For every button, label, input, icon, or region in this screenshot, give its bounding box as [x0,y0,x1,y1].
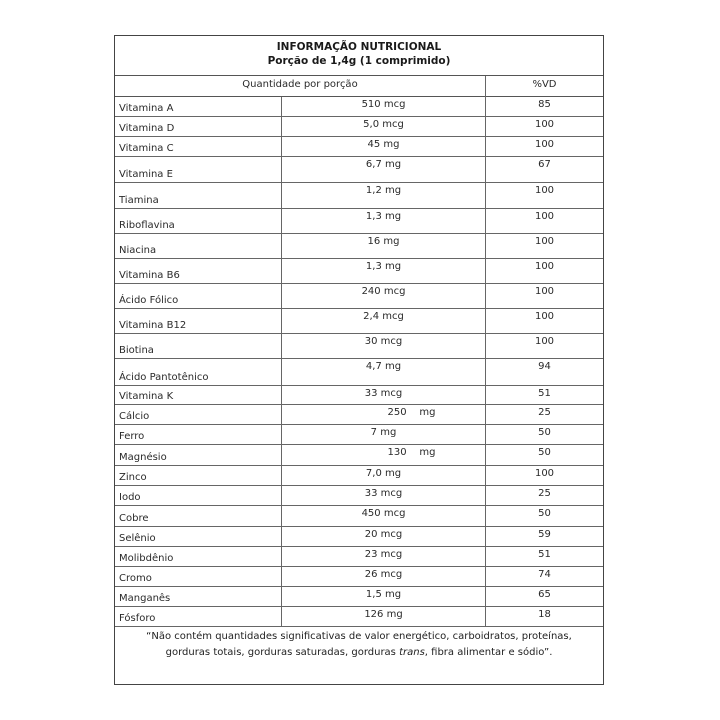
table-row [115,425,603,445]
nutrient-name: Vitamina D [119,123,175,134]
nutrient-name: Vitamina K [119,391,174,402]
nutrient-vd: 94 [538,361,551,372]
table-row [115,97,603,117]
nutrient-amount: 1,5 mg [365,589,402,600]
nutrient-amount: 450 mcg [361,508,406,519]
nutrient-amount: 4,7 mg [365,361,402,372]
nutrient-name: Vitamina B12 [119,320,187,331]
footnote-line-1: “Não contém quantidades significativas de valor energético, carboidratos, proteínas, [146,631,572,642]
table-row [115,587,603,607]
nutrient-vd: 100 [534,236,555,247]
nutrition-facts-table [114,35,604,685]
table-row [115,309,603,334]
nutrient-amount: 16 mg [367,236,400,247]
footnote-text-end: , fibra alimentar e sódio”. [424,647,553,658]
table-row [115,506,603,527]
nutrient-amount: 2,4 mcg [363,311,404,322]
nutrient-amount: 26 mcg [364,569,403,580]
nutrient-vd: 100 [534,286,555,297]
nutrient-vd: 85 [538,99,551,110]
table-row [115,234,603,259]
serving-size: Porção de 1,4g (1 comprimido) [267,55,451,67]
nutrient-vd: 25 [538,407,551,418]
nutrient-amount: 33 mcg [364,488,403,499]
nutrient-name: Zinco [119,472,147,483]
nutrient-name: Vitamina C [119,143,174,154]
nutrient-name: Cobre [119,513,149,524]
nutrient-amount: 1,3 mg [365,261,402,272]
nutrient-name: Fósforo [119,613,156,624]
nutrient-vd: 67 [538,159,551,170]
nutrient-name: Cálcio [119,411,150,422]
nutrient-amount: 126 mg [364,609,403,620]
table-row [115,334,603,359]
nutrient-amount: 23 mcg [364,549,403,560]
nutrient-amount: 20 mcg [364,529,403,540]
nutrient-vd: 51 [538,549,551,560]
table-row [115,359,603,386]
table-row [115,157,603,183]
nutrient-amount: 45 mg [367,139,400,150]
footnote-italic: trans [399,647,425,658]
table-row [115,527,603,547]
table-row [115,183,603,209]
nutrient-name: Manganês [119,593,171,604]
nutrient-name: Ferro [119,431,145,442]
nutrient-vd: 100 [534,185,555,196]
nutrient-amount: 7,0 mg [365,468,402,479]
nutrient-amount: 6,7 mg [365,159,402,170]
table-row [115,607,603,627]
nutrient-amount: 7 mg [370,427,397,438]
nutrient-amount: 5,0 mcg [363,119,404,130]
footnote-text: gorduras totais, gorduras saturadas, gorduras [165,647,400,658]
nutrient-name: Molibdênio [119,553,174,564]
nutrient-name: Magnésio [119,452,167,463]
nutrient-name: Biotina [119,345,154,356]
nutrient-name: Cromo [119,573,152,584]
footnote [115,627,603,661]
nutrient-name: Riboflavina [119,220,175,231]
table-row [115,259,603,284]
table-row [115,137,603,157]
table-row [115,547,603,567]
nutrient-name: Iodo [119,492,141,503]
table-title: INFORMAÇÃO NUTRICIONAL [276,41,442,53]
nutrient-vd: 100 [534,261,555,272]
nutrient-vd: 100 [534,139,555,150]
nutrient-name: Ácido Fólico [119,295,179,306]
column-header-vd: %VD [532,79,557,90]
table-row [115,466,603,486]
nutrient-name: Selênio [119,533,156,544]
nutrient-vd: 100 [534,468,555,479]
nutrient-vd: 74 [538,569,551,580]
nutrient-vd: 25 [538,488,551,499]
nutrient-name: Vitamina A [119,103,174,114]
nutrient-amount: 250 mg [387,407,436,418]
table-header [115,36,603,76]
column-header-row [115,76,603,97]
nutrient-vd: 100 [534,311,555,322]
nutrient-vd: 50 [538,427,551,438]
nutrient-name: Vitamina E [119,169,173,180]
nutrient-vd: 51 [538,388,551,399]
table-row [115,209,603,234]
nutrient-vd: 50 [538,447,551,458]
column-divider [281,97,282,627]
nutrient-amount: 510 mcg [361,99,406,110]
column-header-quantity: Quantidade por porção [242,79,358,90]
table-row [115,567,603,587]
nutrient-vd: 18 [538,609,551,620]
nutrient-name: Niacina [119,245,157,256]
table-row [115,405,603,425]
nutrient-name: Ácido Pantotênico [119,372,209,383]
nutrient-vd: 100 [534,336,555,347]
table-row [115,284,603,309]
table-row [115,386,603,405]
nutrient-amount: 30 mcg [364,336,403,347]
nutrient-amount: 33 mcg [364,388,403,399]
nutrient-amount: 1,3 mg [365,211,402,222]
footnote-line-2 [115,645,603,661]
column-divider [485,76,486,627]
nutrient-vd: 59 [538,529,551,540]
table-row [115,445,603,466]
table-row [115,117,603,137]
nutrient-name: Vitamina B6 [119,270,180,281]
nutrient-amount: 240 mcg [361,286,406,297]
nutrient-vd: 50 [538,508,551,519]
nutrient-amount: 1,2 mg [365,185,402,196]
nutrient-name: Tiamina [119,195,159,206]
nutrient-vd: 65 [538,589,551,600]
table-row [115,486,603,506]
nutrient-vd: 100 [534,211,555,222]
nutrient-vd: 100 [534,119,555,130]
nutrient-amount: 130 mg [387,447,436,458]
